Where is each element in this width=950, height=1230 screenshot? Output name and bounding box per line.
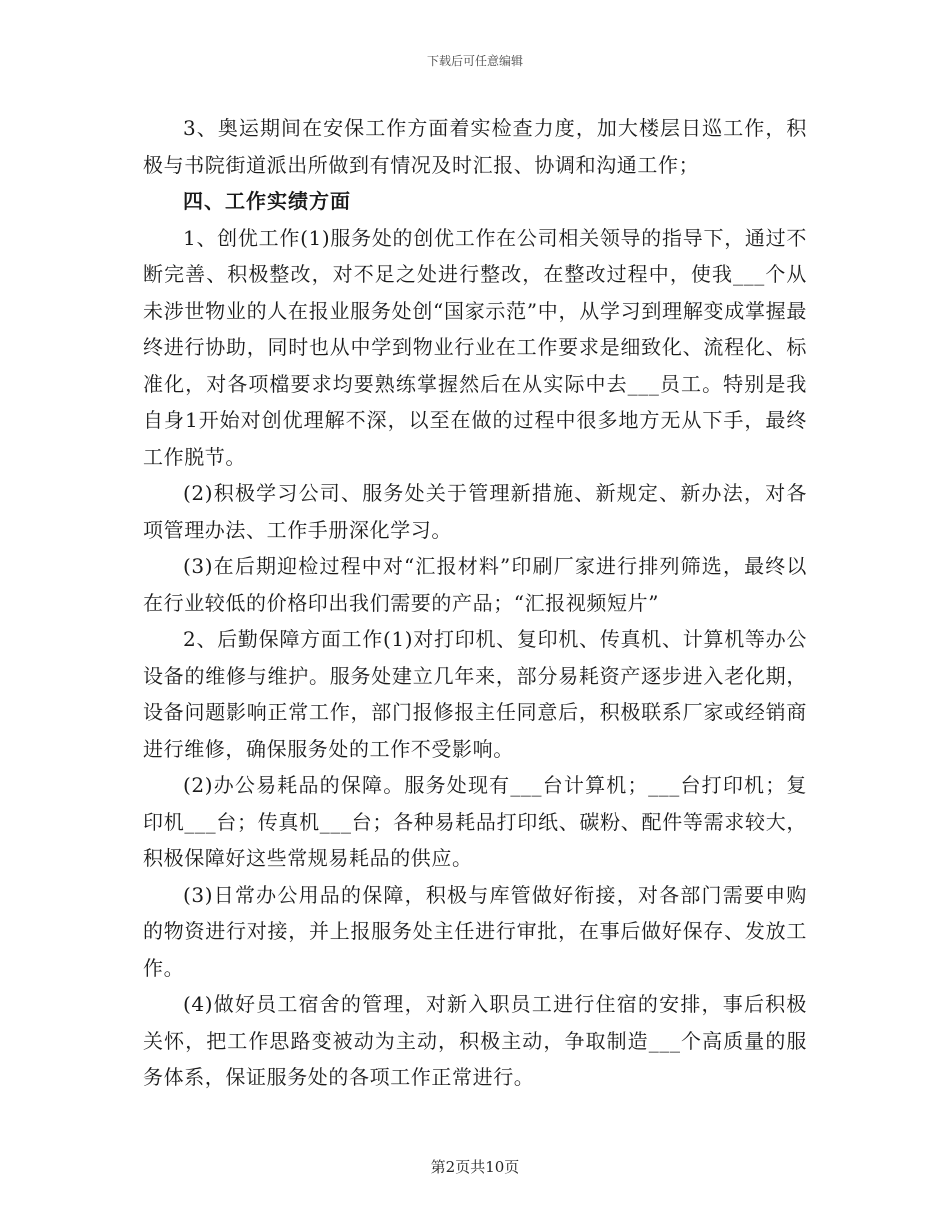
paragraph-logistics-equipment: 2、后勤保障方面工作(1)对打印机、复印机、传真机、计算机等办公设备的维修与维护。服务处建立几年来，部分易耗资产逐步进入老化期，设备问题影响正常工作，部门报修报主任同意后，积极联系厂家或经销商进行维修，确保服务处的工作不受影响。 xyxy=(143,627,807,761)
paragraph-excellence-work: 1、创优工作(1)服务处的创优工作在公司相关领导的指导下，通过不断完善、积极整改，对不足之处进行整改，在整改过程中，使我___个从未涉世物业的人在报业服务处创“国家示范”中，从学习到理解变成掌握最终进行协助，同时也从中学到物业行业在工作要求是细致化、流程化、标准化，对各项檔要求均要熟练掌握然后在从实际中去___员工。特别是我自身1开始对创优理解不深，以至在做的过程中很多地方无从下手，最终工作脱节。 xyxy=(143,225,807,469)
page-number: 第2页共10页 xyxy=(430,1158,520,1176)
paragraph-office-supplies: (3)日常办公用品的保障，积极与库管做好衔接，对各部门需要申购的物资进行对接，并上报服务处主任进行审批，在事后做好保存、发放工作。 xyxy=(143,882,807,980)
paragraph-dormitory: (4)做好员工宿舍的管理，对新入职员工进行住宿的安排，事后积极关怀，把工作思路变被动为主动，积极主动，争取制造___个高质量的服务体系，保证服务处的各项工作正常进行。 xyxy=(143,992,807,1089)
paragraph-learning: (2)积极学习公司、服务处关于管理新措施、新规定、新办法，对各项管理办法、工作手册深化学习。 xyxy=(143,481,807,542)
paragraph-consumables: (2)办公易耗品的保障。服务处现有___台计算机；___台打印机；复印机___台；传真机___台；各种易耗品打印纸、碳粉、配件等需求较大，积极保障好这些常规易耗品的供应。 xyxy=(143,773,807,870)
paragraph-report-materials: (3)在后期迎检过程中对“汇报材料”印刷厂家进行排列筛选，最终以在行业较低的价格印出我们需要的产品；“汇报视频短片” xyxy=(143,554,807,615)
document-body xyxy=(143,110,807,1096)
section-heading-achievements: 四、工作实绩方面 xyxy=(183,189,351,213)
paragraph-security-inspection: 3、奥运期间在安保工作方面着实检查力度，加大楼层日巡工作，积极与书院街道派出所做到有情况及时汇报、协调和沟通工作； xyxy=(143,116,807,177)
page-header: 下载后可任意编辑 xyxy=(426,54,523,68)
